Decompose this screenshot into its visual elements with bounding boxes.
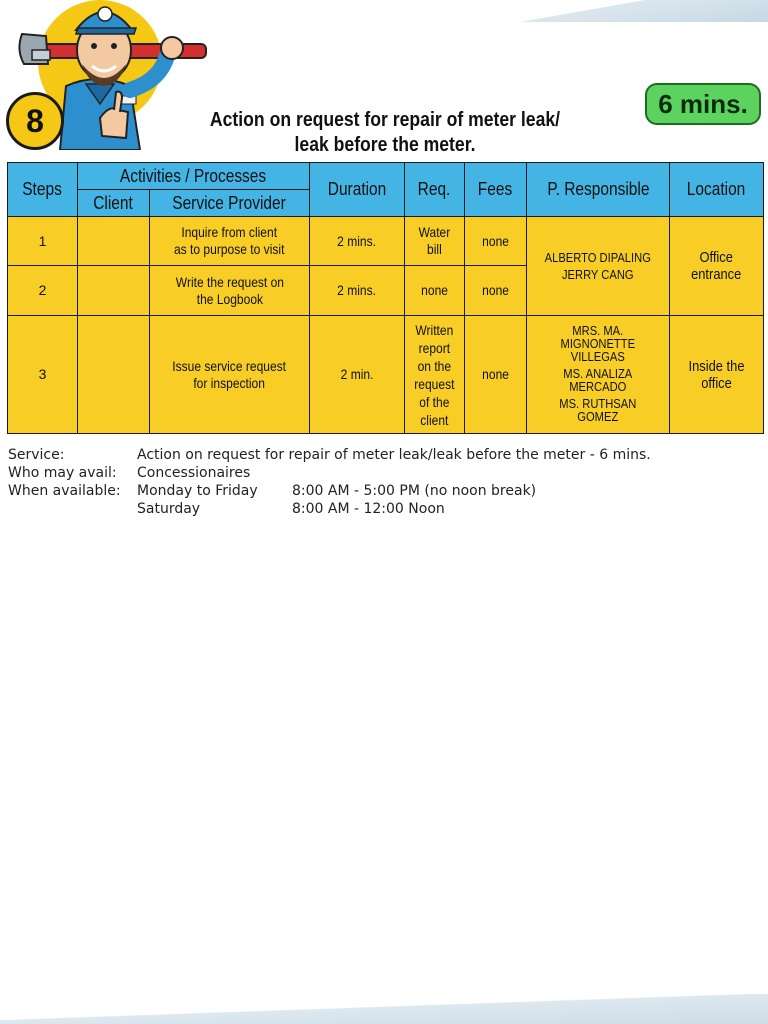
header-duration: Duration	[310, 163, 405, 217]
header-location: Location	[670, 163, 764, 217]
cell-location: Inside the office	[670, 316, 764, 434]
header-req: Req.	[405, 163, 465, 217]
service-info	[8, 446, 651, 518]
cell-duration: 2 min.	[310, 316, 405, 434]
cell-service-provider: Inquire from client as to purpose to visit	[150, 217, 310, 266]
cell-p-responsible: ALBERTO DIPALING JERRY CANG	[527, 217, 670, 316]
who-label: Who may avail:	[8, 465, 117, 481]
info-row-when	[8, 482, 651, 500]
table-row	[8, 217, 764, 266]
corner-decoration-bottom	[0, 994, 768, 1024]
when-label: When available:	[8, 483, 121, 499]
duration-badge	[645, 83, 761, 125]
cell-fees: none	[465, 266, 527, 316]
title-line-1: Action on request for repair of meter leak/	[209, 109, 561, 131]
step-number-badge	[6, 92, 64, 150]
info-row-saturday	[8, 500, 651, 518]
service-label: Service:	[8, 447, 65, 463]
header-fees: Fees	[465, 163, 527, 217]
cell-step: 2	[8, 266, 78, 316]
corner-decoration-top	[508, 0, 768, 22]
schedule-days: Monday to Friday	[137, 483, 258, 499]
cell-duration: 2 mins.	[310, 217, 405, 266]
info-row-who	[8, 464, 651, 482]
schedule-hours: 8:00 AM - 5:00 PM (no noon break)	[292, 483, 537, 499]
cell-client	[78, 217, 150, 266]
cell-location: Office entrance	[670, 217, 764, 316]
cell-step: 3	[8, 316, 78, 434]
title-line-2: leak before the meter.	[294, 134, 476, 156]
header-p-responsible: P. Responsible	[527, 163, 670, 217]
cell-service-provider: Write the request on the Logbook	[150, 266, 310, 316]
header-steps: Steps	[8, 163, 78, 217]
schedule-days: Saturday	[137, 501, 201, 517]
info-row-service	[8, 446, 651, 464]
cell-client	[78, 266, 150, 316]
page-title	[187, 108, 583, 158]
cell-duration: 2 mins.	[310, 266, 405, 316]
header-client: Client	[78, 190, 150, 217]
cell-req: none	[405, 266, 465, 316]
service-value: Action on request for repair of meter leak/leak before the meter - 6 mins.	[137, 447, 651, 463]
cell-fees: none	[465, 316, 527, 434]
header-activities: Activities / Processes	[78, 163, 310, 190]
cell-req: Water bill	[405, 217, 465, 266]
schedule-hours: 8:00 AM - 12:00 Noon	[292, 501, 445, 517]
cell-req: Written report on the request of the client	[405, 316, 465, 434]
cell-service-provider: Issue service request for inspection	[150, 316, 310, 434]
cell-step: 1	[8, 217, 78, 266]
table-row	[8, 316, 764, 434]
header-service-provider: Service Provider	[150, 190, 310, 217]
duration-badge-text: 6 mins.	[658, 88, 748, 119]
cell-client	[78, 316, 150, 434]
process-table	[7, 162, 764, 434]
cell-fees: none	[465, 217, 527, 266]
cell-p-responsible: MRS. MA. MIGNONETTE VILLEGAS MS. ANALIZA MERCADO MS. RUTHSAN GOMEZ	[527, 316, 670, 434]
step-number: 8	[26, 102, 44, 139]
who-value: Concessionaires	[137, 465, 251, 481]
